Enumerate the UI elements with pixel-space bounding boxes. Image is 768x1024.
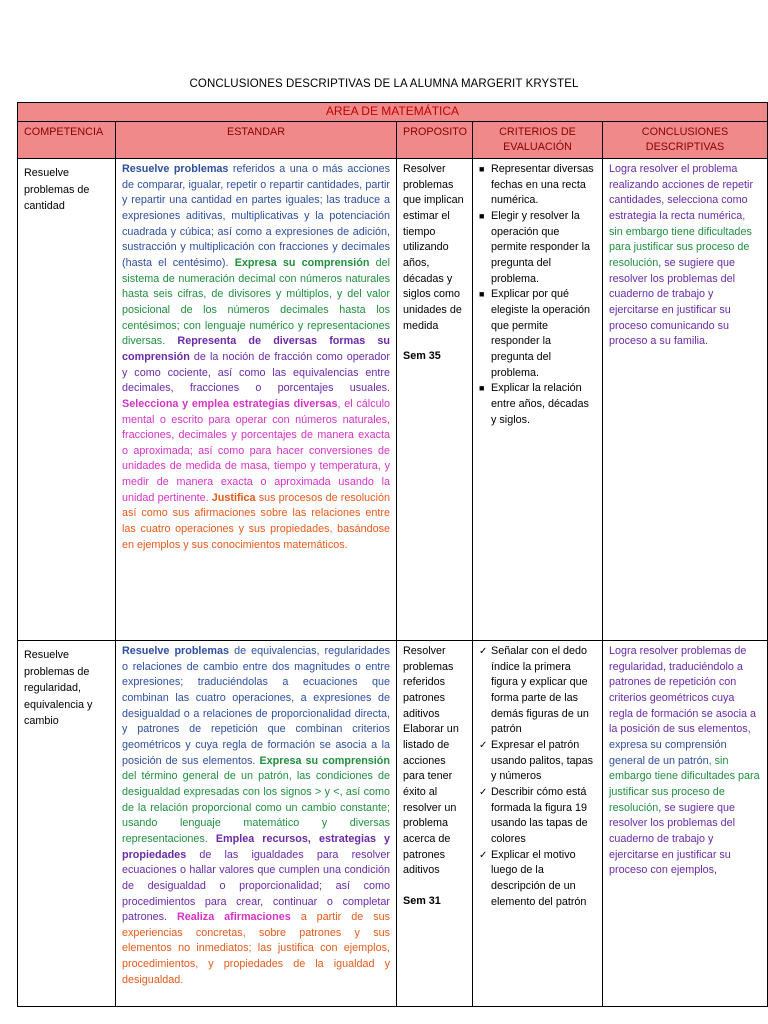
criterios-list: [479, 162, 596, 428]
list-item: [479, 785, 596, 848]
area-row: [18, 103, 768, 122]
criterio-text: Representar diversas fechas en una recta numérica.: [491, 163, 594, 207]
estandar-cell: [116, 641, 397, 1007]
conclusions-table: [17, 102, 768, 1007]
list-item: [479, 738, 596, 785]
header-competencia: COMPETENCIA: [18, 122, 116, 159]
competencia-cell: [18, 641, 116, 1007]
list-item: [479, 381, 596, 428]
proposito-cell: [397, 641, 473, 1007]
criterio-text: Elegir y resolver la operación que permite responder la pregunta del problema.: [491, 209, 591, 285]
conclusion-cell: [603, 159, 768, 641]
estandar-keyword: Justifica: [211, 491, 256, 504]
estandar-text: , el cálculo mental o escrito para operar con números naturales, fracciones, decimales y porcentajes de manera exacta o aproximada; así como para hacer conversiones de unidades de medida de masa, tiempo y temperatura, y medir de manera exacta o aproximada usando la unidad pertinente.: [122, 397, 391, 504]
header-criterios: CRITERIOS DE EVALUACIÓN: [473, 122, 603, 159]
competencia-text: Resuelve problemas de cantidad: [24, 167, 90, 212]
estandar-text: del sistema de numeración decimal con números naturales hasta seis cifras, de divisores y múltiplos, y del valor posicional de los números decimales hasta los centésimos; con lenguaje numérico y representaciones diversas.: [122, 256, 390, 348]
estandar-text: referidos a una o más acciones de comparar, igualar, repetir o repartir cantidades, partir y repartir una cantidad en partes iguales; las traduce a expresiones aditivas, multiplicativas y la potenciación cuadrada y cúbica; así como a expresiones de adición, sustracción y multiplicación con fracciones y decimales (hasta el centésimo).: [122, 163, 390, 269]
checkmark-icon: ✓: [479, 646, 488, 657]
estandar-keyword: Expresa su comprensión: [259, 754, 390, 767]
header-row: [18, 122, 768, 159]
conclusion-text: expresa su comprensión general de un patrón: [609, 738, 727, 767]
header-conclusiones: CONCLUSIONES DESCRIPTIVAS: [603, 122, 768, 159]
estandar-cell: [116, 159, 397, 641]
estandar-keyword: Resuelve problemas: [122, 645, 230, 657]
estandar-text: a partir de sus experiencias concretas, sobre patrones y sus elementos no inmediatos; las justifica con ejemplos, procedimientos, y propiedades de la igualdad y desigualdad.: [122, 911, 390, 986]
estandar-keyword: Representa de diversas formas su comprensión: [122, 335, 390, 363]
criterio-text: Explicar el motivo luego de la descripción de un elemento del patrón: [491, 848, 587, 908]
bullet-icon: ■: [479, 164, 485, 174]
competencia-cell: [18, 159, 116, 641]
conclusion-text: , se sugiere que resolver los problemas del cuaderno de trabajo y ejercitarse en justificar su proceso comunicando su proceso a su familia.: [609, 256, 736, 348]
list-item: [479, 287, 596, 381]
conclusion-text: Logra resolver problemas de regularidad, traduciéndolo a patrones de repetición con criterios geométricos cuya regla de formación se asocia a la posición de sus elementos,: [609, 645, 757, 736]
estandar-text: del término general de un patrón, las condiciones de desigualdad expresadas con los signos > y <, así como de la relación proporcional como un cambio constante; usando lenguaje matemático y diversas representaciones.: [122, 770, 390, 845]
list-item: [479, 644, 596, 738]
estandar-text: de las igualdades para resolver ecuaciones o hallar valores que cumplen una condición de desigualdad o proporcionalidad; así como procedimientos para crear, continuar o completar patrones.: [122, 848, 390, 924]
checkmark-icon: ✓: [479, 739, 488, 751]
proposito-text: Resolver problemas referidos patrones aditivos Elaborar un listado de acciones para tener éxito al resolver un problema acerca de patrones aditivos: [403, 645, 459, 877]
estandar-keyword: Realiza afirmaciones: [176, 911, 291, 924]
estandar-text: de equivalencias, regularidades o relaciones de cambio entre dos magnitudes o entre expresiones; traduciéndolas a ecuaciones que combinan las cuatro operaciones, a expresiones de desigualdad o a relaciones de proporcionalidad directa, y patrones de repetición que combinan criterios geométricos y cuya regla de formación se asocia a la posición de sus elementos.: [122, 645, 390, 767]
estandar-text: de la noción de fracción como operador y como cociente, así como las equivalencias entre decimales, fracciones o porcentajes usuales.: [122, 350, 390, 395]
conclusion-text: , sin embargo tiene dificultades para justificar sus proceso de resolución: [609, 209, 752, 269]
estandar-keyword: Resuelve problemas: [122, 163, 229, 175]
week-label: Sem 31: [403, 894, 441, 907]
criterio-text: Describir cómo está formada la figura 19 usando las tapas de colores: [491, 785, 588, 845]
table-row: [18, 159, 768, 641]
header-proposito: PROPOSITO: [397, 122, 473, 159]
bullet-icon: ■: [479, 383, 485, 394]
criterios-list: [479, 644, 596, 910]
area-title: AREA DE MATEMÁTICA: [18, 103, 768, 122]
list-item: [479, 209, 596, 287]
week-label: Sem 35: [403, 350, 441, 363]
criterio-text: Explicar la relación entre años, décadas y siglos.: [491, 382, 589, 426]
criterio-text: Señalar con el dedo índice la primera figura y explicar que forma parte de las demás figuras de un patrón: [491, 645, 589, 736]
competencia-text: Resuelve problemas de regularidad, equivalencia y cambio: [24, 649, 93, 727]
criterio-text: Explicar por qué elegiste la operación que permite responder la pregunta del problema.: [491, 288, 591, 379]
proposito-text: Resolver problemas que implican estimar el tiempo utilizando años, décadas y siglos como unidades de medida: [403, 163, 464, 332]
criterio-text: Expresar el patrón usando palitos, tapas y números: [491, 738, 594, 783]
checkmark-icon: ✓: [479, 786, 488, 798]
criterios-cell: [473, 159, 603, 641]
bullet-icon: ■: [479, 289, 485, 300]
checkmark-icon: ✓: [479, 849, 488, 861]
conclusion-cell: [603, 641, 768, 1007]
document-title: CONCLUSIONES DESCRIPTIVAS DE LA ALUMNA MARGERIT KRYSTEL: [189, 78, 579, 90]
table-row: [18, 641, 768, 1007]
header-estandar: ESTANDAR: [116, 122, 397, 159]
criterios-cell: [473, 641, 603, 1007]
estandar-keyword: Emplea recursos, estrategias y propiedades: [122, 832, 390, 861]
proposito-cell: [397, 159, 473, 641]
conclusion-text: , sin embargo tiene dificultades para justificar sus proceso de resolución: [609, 754, 760, 814]
estandar-text: sus procesos de resolución así como sus afirmaciones sobre las relaciones entre las cuatro operaciones y sus propiedades, basándose en ejemplos y sus conocimientos matemáticos.: [122, 491, 390, 551]
list-item: [479, 162, 596, 209]
estandar-keyword: Expresa su comprensión: [234, 256, 370, 269]
list-item: [479, 848, 596, 911]
estandar-keyword: Selecciona y emplea estrategias diversas: [122, 397, 338, 410]
conclusion-text: , se sugiere que resolver los problemas del cuaderno de trabajo y ejercitarse en justificar su proceso con ejemplos,: [609, 801, 736, 877]
bullet-icon: ■: [479, 210, 485, 221]
conclusion-text: Logra resolver el problema realizando acciones de repetir cantidades, selecciona como estrategia la recta numérica: [609, 163, 754, 222]
